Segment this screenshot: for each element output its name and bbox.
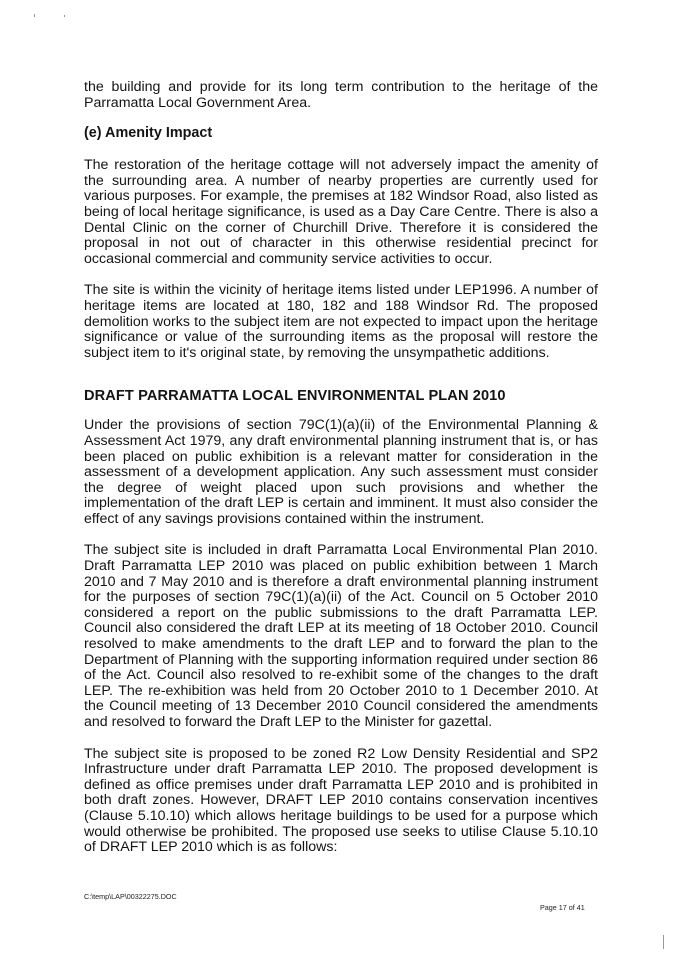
scan-artifact-top [34,14,35,17]
paragraph-lep-3: The subject site is proposed to be zoned R2 Low Density Residential and SP2 Infrastructure under draft Parramatta LEP 2010. The proposed development is defined as office premises under draft Parramatta LEP 2010 and is prohibited in both draft zones. However, DRAFT LEP 2010 contains conservation incentives (Clause 5.10.10) which allows heritage buildings to be used for a purpose which would otherwise be prohibited. The proposed use seeks to utilise Clause 5.10.10 of DRAFT LEP 2010 which is as follows: [84,745,598,856]
scan-artifact-top [64,15,65,17]
subheading-amenity-impact: (e) Amenity Impact [84,125,213,142]
footer-file-path: C:\temp\LAP\00322275.DOC [84,892,177,901]
scan-artifact-edge [663,935,664,949]
paragraph-lep-1: Under the provisions of section 79C(1)(a)(ii) of the Environmental Planning & Assessment Act 1979, any draft environmental planning instrument that is, or has been placed on public exhibition is a relevant matter for consideration in the assessment of a development application. Any such assessment must consider the degree of weight placed upon such provisions and whether the implementation of the draft LEP is certain and imminent. It must also consider the effect of any savings provisions contained within the instrument. [84,417,598,527]
heading-draft-lep-2010: DRAFT PARRAMATTA LOCAL ENVIRONMENTAL PLAN 2010 [84,388,506,405]
paragraph-amenity-1: The restoration of the heritage cottage will not adversely impact the amenity of the surrounding area. A number of nearby properties are currently used for various purposes. For example, the premises at 182 Windsor Road, also listed as being of local heritage significance, is used as a Day Care Centre. There is also a Dental Clinic on the corner of Churchill Drive. Therefore it is considered the proposal in not out of character in this otherwise residential precinct for occasional commercial and community service activities to occur. [84,157,598,267]
paragraph-intro: the building and provide for its long term contribution to the heritage of the Parramatta Local Government Area. [84,79,598,111]
document-body [84,80,598,856]
footer-page-number: Page 17 of 41 [540,903,585,912]
paragraph-lep-2: The subject site is included in draft Parramatta Local Environmental Plan 2010. Draft Parramatta LEP 2010 was placed on public exhibition between 1 March 2010 and 7 May 2010 and is therefore a draft environmental planning instrument for the purposes of section 79C(1)(a)(ii) of the Act. Council on 5 October 2010 considered a report on the public submissions to the draft Parramatta LEP. Council also considered the draft LEP at its meeting of 18 October 2010. Council resolved to make amendments to the draft LEP and to forward the plan to the Department of Planning with the supporting information required under section 86 of the Act. Council also resolved to re-exhibit some of the changes to the draft LEP. The re-exhibition was held from 20 October 2010 to 1 December 2010. At the Council meeting of 13 December 2010 Council considered the amendments and resolved to forward the Draft LEP to the Minister for gazettal. [84,542,598,730]
paragraph-amenity-2: The site is within the vicinity of heritage items listed under LEP1996. A number of heritage items are located at 180, 182 and 188 Windsor Rd. The proposed demolition works to the subject item are not expected to impact upon the heritage significance or value of the surrounding items as the proposal will restore the subject item to it's original state, by removing the unsympathetic additions. [84,282,598,361]
